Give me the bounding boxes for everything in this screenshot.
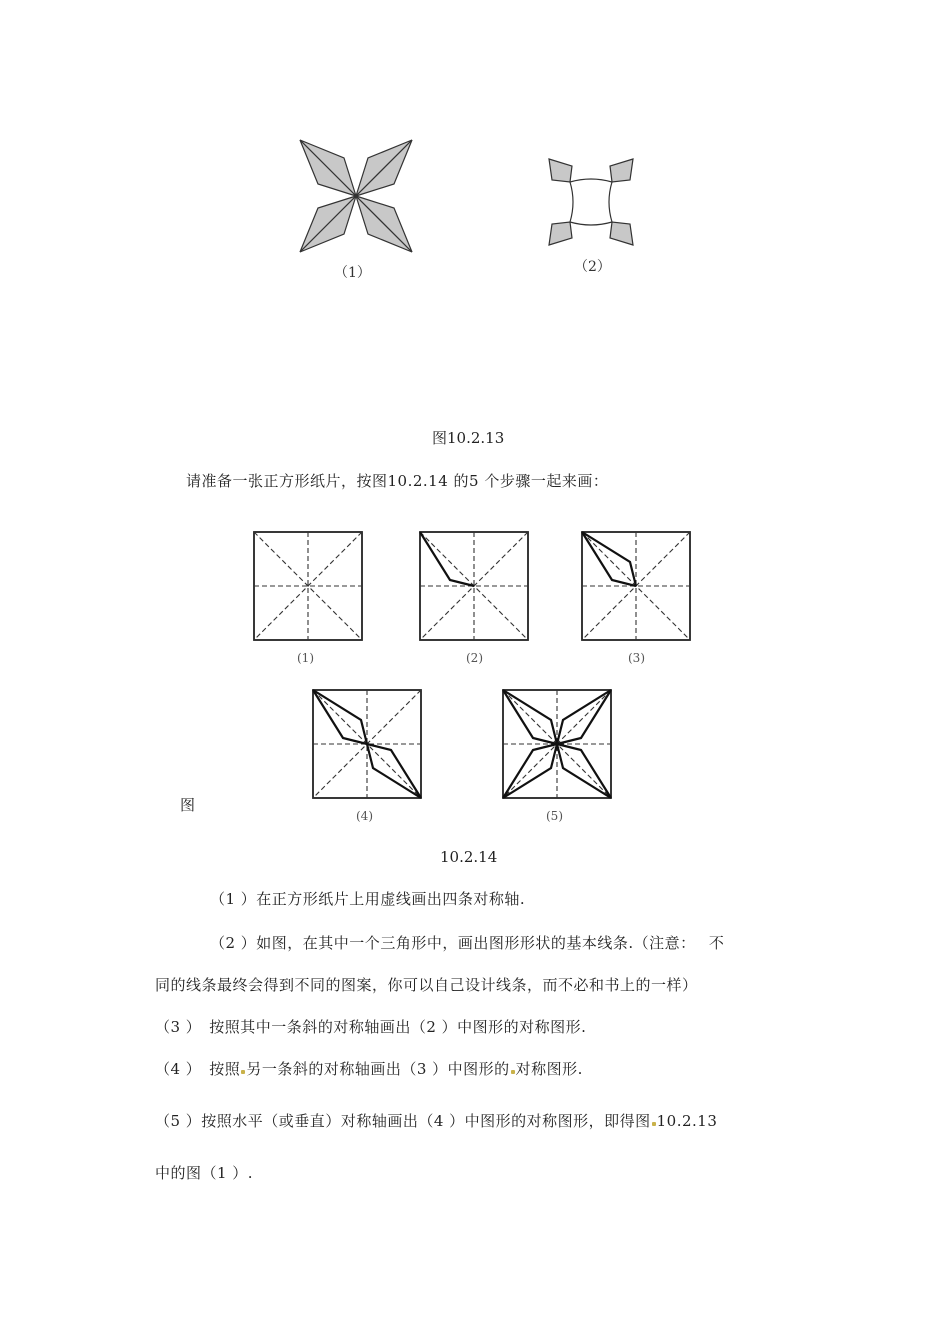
intro-text: 请准备一张正方形纸片，按图10.2.14 的5 个步骤一起来画： [186,472,609,490]
step-2-line-2: 同的线条最终会得到不同的图案，你可以自己设计线条，而不必和书上的一样） [155,976,698,994]
step-panel-5 [503,690,611,798]
step-3: （3 ） 按照其中一条斜的对称轴画出（2 ）中图形的对称图形. [155,1018,587,1036]
panel-label-2: (2) [466,651,483,665]
highlight-dot [652,1122,656,1126]
figure-10-2-13-caption: 图10.2.13 [432,429,505,447]
step-panel-1 [254,532,362,640]
highlight-dot [241,1070,245,1074]
panel-label-3: (3) [628,651,645,665]
figure-10-2-13-label-1: （1） [334,265,371,281]
step-1: （1 ）在正方形纸片上用虚线画出四条对称轴. [210,890,526,908]
panel-label-4: (4) [356,809,373,823]
step-4-part-c: 对称图形. [515,1060,583,1078]
panel-label-1: (1) [297,651,314,665]
step-panel-4 [313,690,421,798]
step-4-part-a: （4 ） 按照 [155,1060,241,1078]
step-panel-3 [582,532,690,640]
step-4-part-b: 另一条斜的对称轴画出（3 ）中图形的 [246,1060,510,1078]
figure-10-2-13-label-2: （2） [574,259,611,275]
figure-10-2-14-caption-prefix: 图 [180,796,196,814]
highlight-dot [511,1070,515,1074]
figure-10-2-14-caption-number: 10.2.14 [440,848,498,866]
step-5-line-2: 中的图（1 ）. [155,1164,254,1182]
step-4 [155,1058,583,1079]
step-5-line-1 [155,1110,717,1131]
step-5-part-a: （5 ）按照水平（或垂直）对称轴画出（4 ）中图形的对称图形，即得图 [155,1112,651,1130]
step-panel-2 [420,532,528,640]
step-5-part-b: 10.2.13 [656,1112,718,1130]
panel-label-5: (5) [546,809,563,823]
step-2-line-1: （2 ）如图，在其中一个三角形中，画出图形形状的基本线条.（注意： 不 [210,934,725,952]
